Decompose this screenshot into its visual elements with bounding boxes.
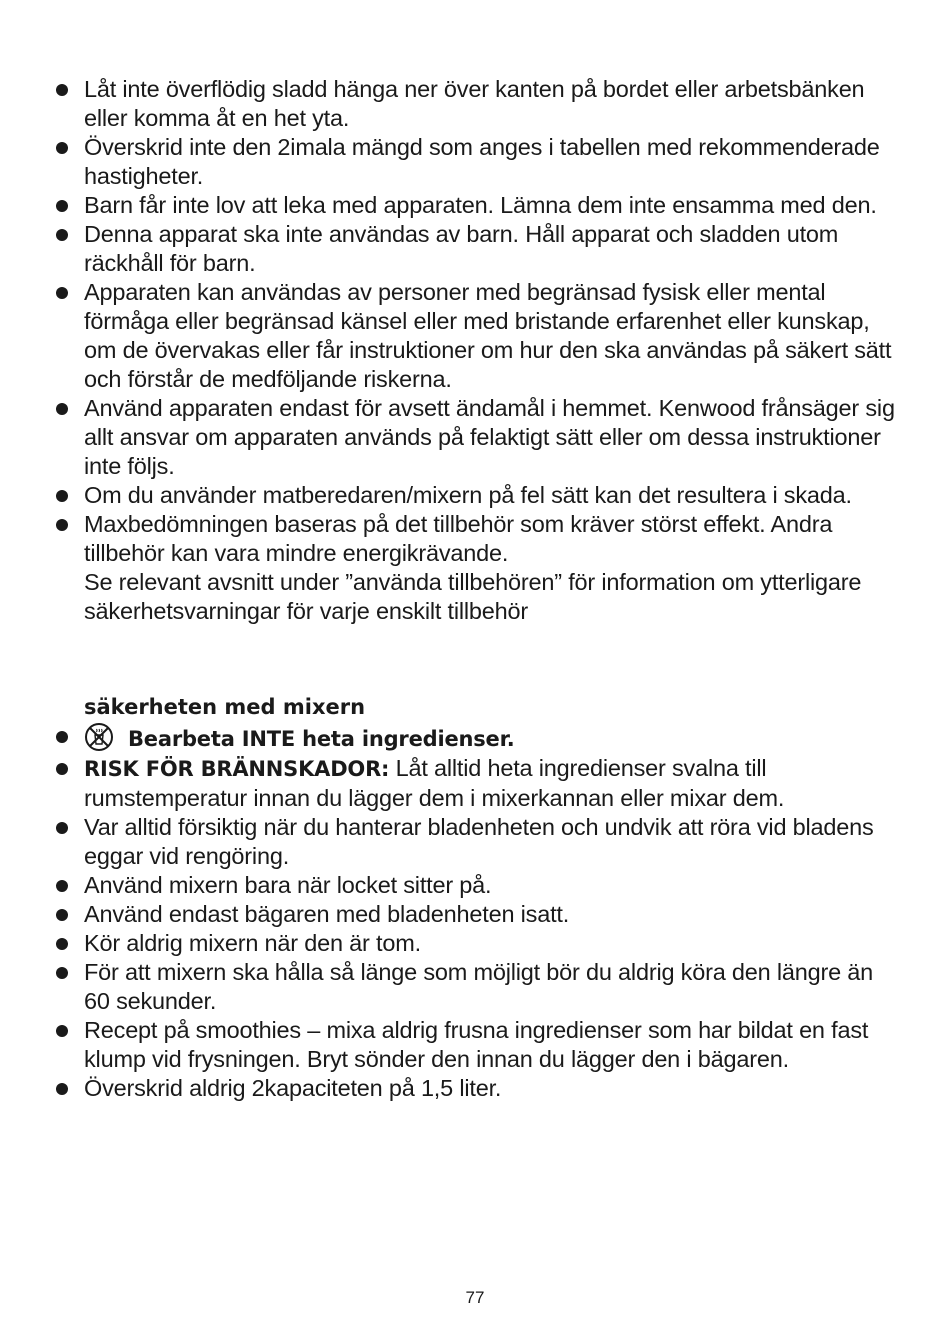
hot-warning-text: Bearbeta INTE heta ingredienser. bbox=[128, 727, 515, 751]
burn-risk-item bbox=[55, 754, 905, 813]
list-item: Om du använder matberedaren/mixern på fel sätt kan det resultera i skada. bbox=[55, 481, 905, 510]
mixer-safety-list bbox=[55, 722, 905, 1103]
list-item: Barn får inte lov att leka med apparaten. Lämna dem inte ensamma med den. bbox=[55, 191, 905, 220]
list-item: Använd mixern bara när locket sitter på. bbox=[55, 871, 905, 900]
list-item bbox=[55, 510, 905, 626]
accessory-reference-note: Se relevant avsnitt under ”använda tillbehören” för information om ytterligare säkerhetsvarningar för varje enskilt tillbehör bbox=[84, 569, 862, 624]
hot-ingredients-warning bbox=[55, 722, 905, 754]
list-item: Kör aldrig mixern när den är tom. bbox=[55, 929, 905, 958]
list-item: Recept på smoothies – mixa aldrig frusna ingredienser som har bildat en fast klump vid frysningen. Bryt sönder den innan du lägger den i bägaren. bbox=[55, 1016, 905, 1074]
list-item: Låt inte överflödig sladd hänga ner över kanten på bordet eller arbetsbänken eller komma åt en het yta. bbox=[55, 75, 905, 133]
burn-risk-text: Låt alltid heta ingredienser svalna till rumstemperatur innan du lägger dem i mixerkannan eller mixar dem. bbox=[84, 755, 785, 811]
list-item: För att mixern ska hålla så länge som möjligt bör du aldrig köra den längre än 60 sekunder. bbox=[55, 958, 905, 1016]
page-number: 77 bbox=[465, 1288, 485, 1307]
list-item: Använd apparaten endast för avsett ändamål i hemmet. Kenwood frånsäger sig allt ansvar om apparaten används på felaktigt sätt eller om dessa instruktioner inte följs. bbox=[55, 394, 905, 481]
list-item: Apparaten kan användas av personer med begränsad fysisk eller mental förmåga eller begränsad känsel eller med bristande erfarenhet eller kunskap, om de övervakas eller får instruktioner om hur den ska användas på säkert sätt och förstår de medföljande riskerna. bbox=[55, 278, 905, 394]
burn-risk-label: RISK FÖR BRÄNNSKADOR: bbox=[84, 757, 390, 781]
no-hot-ingredients-icon bbox=[84, 722, 114, 752]
list-item: Använd endast bägaren med bladenheten isatt. bbox=[55, 900, 905, 929]
general-safety-list bbox=[55, 75, 905, 626]
list-item-text: Maxbedömningen baseras på det tillbehör som kräver störst effekt. Andra tillbehör kan vara mindre energikrävande. bbox=[84, 511, 833, 566]
list-item: Denna apparat ska inte användas av barn. Håll apparat och sladden utom räckhåll för barn. bbox=[55, 220, 905, 278]
mixer-safety-heading: säkerheten med mixern bbox=[84, 695, 366, 719]
list-item: Överskrid inte den 2imala mängd som anges i tabellen med rekommenderade hastigheter. bbox=[55, 133, 905, 191]
list-item: Överskrid aldrig 2kapaciteten på 1,5 liter. bbox=[55, 1074, 905, 1103]
list-item: Var alltid försiktig när du hanterar bladenheten och undvik att röra vid bladens eggar vid rengöring. bbox=[55, 813, 905, 871]
